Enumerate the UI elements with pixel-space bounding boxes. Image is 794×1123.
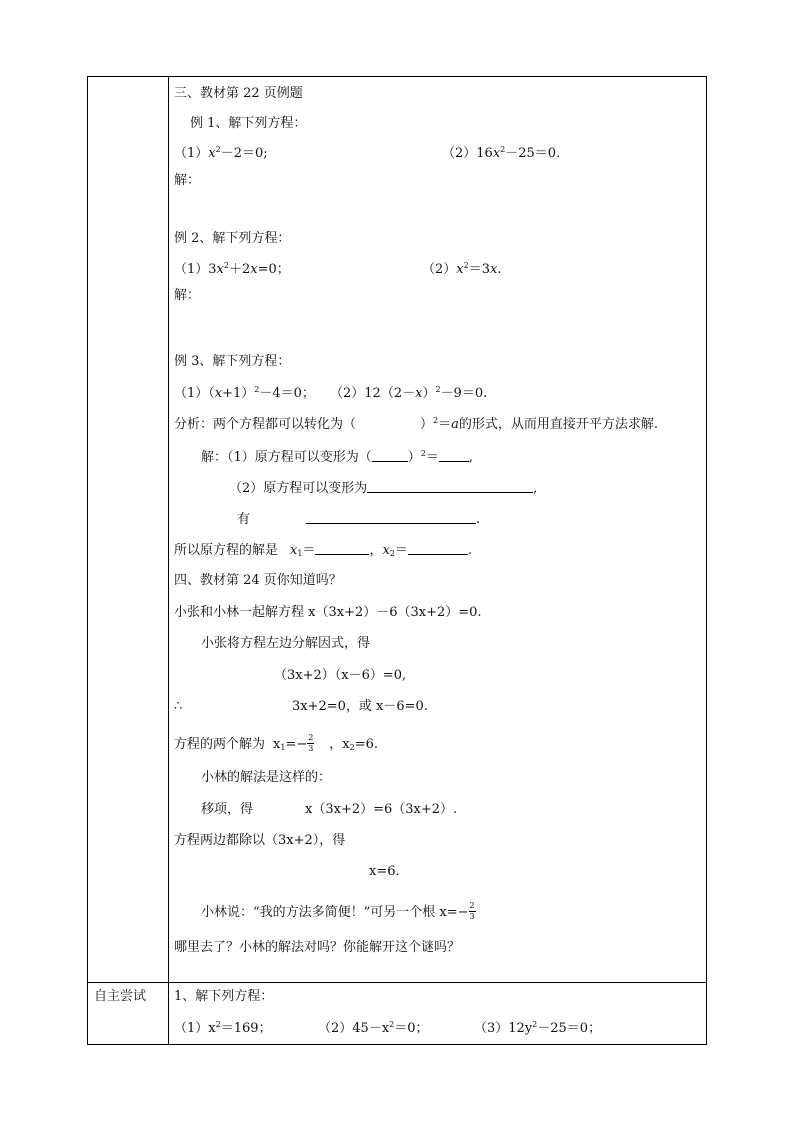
section4-line5: 方程的两个解为 $x_1=-$ $\frac{2}{3}$ ，$x_2=6$. bbox=[174, 733, 378, 753]
example2-problem1: $(1)3x^2+2x=0$； bbox=[174, 261, 290, 277]
answer-blank[interactable] bbox=[439, 449, 469, 462]
example3-problem1: $(1)(x+1)^2-4=0$； bbox=[174, 385, 315, 401]
example3-analysis: 分析：两个方程都可以转化为（ ）$^2$＝a的形式，从而用直接开平方法求解. bbox=[174, 416, 659, 432]
example3-problem2: $(2)12(2-x)^2-9=0$. bbox=[330, 385, 488, 401]
self-try-title: 1、解下列方程： bbox=[174, 989, 274, 1004]
self-try-equation1: $(1)x^2=169$； bbox=[174, 1020, 272, 1036]
section4-line2: 小张将方程左边分解因式，得 bbox=[201, 636, 371, 651]
example2-problem2: $(2)x^2=3x$. bbox=[422, 261, 502, 277]
fraction-two-thirds: $\frac{2}{3}$ bbox=[469, 901, 475, 921]
example3-solution1: 解：（1）原方程可以变形为（ ）$^2$＝ , bbox=[201, 449, 474, 465]
self-try-equation3: $(3)12y^2-25=0$； bbox=[474, 1020, 602, 1036]
example1-solution-label: 解： bbox=[174, 173, 201, 188]
column-divider bbox=[168, 77, 169, 1044]
example1-problem1: $(1)x^2-2=0$; bbox=[174, 145, 268, 161]
example2-title: 例 2、解下列方程： bbox=[174, 231, 291, 246]
example1-problem2: $(2)16x^2-25=0$. bbox=[442, 145, 561, 161]
row-divider bbox=[88, 982, 706, 983]
example3-roots: 所以原方程的解是 $x_1=$ ，$x_2=$ . bbox=[174, 543, 473, 558]
section4-line4: 3x+2=0，或 x－6=0. bbox=[292, 699, 428, 714]
section4-line8: 方程两边都除以（3x+2），得 bbox=[174, 833, 346, 848]
section4-line10: 小林说：“我的方法多简便！”可另一个根 x=− $\frac{2}{3}$ bbox=[201, 901, 475, 921]
self-try-label: 自主尝试 bbox=[94, 989, 147, 1004]
section4-line3: （3x+2）（x－6）=0, bbox=[274, 668, 407, 683]
example3-have-line: 有 . bbox=[237, 512, 481, 527]
section4-line11: 哪里去了？小林的解法对吗？你能解开这个谜吗？ bbox=[174, 940, 461, 955]
section4-line6: 小林的解法是这样的： bbox=[201, 770, 332, 785]
answer-blank[interactable] bbox=[408, 542, 468, 555]
self-try-equation2: $(2)45-x^2=0$； bbox=[318, 1020, 429, 1036]
fraction-two-thirds: $\frac{2}{3}$ bbox=[308, 733, 314, 753]
section4-heading: 四、教材第 24 页你知道吗？ bbox=[174, 573, 342, 588]
answer-blank[interactable] bbox=[315, 542, 369, 555]
therefore-symbol: ∴ bbox=[174, 699, 183, 714]
example3-solution2: （2）原方程可以变形为 , bbox=[229, 481, 538, 496]
answer-blank[interactable] bbox=[372, 449, 408, 462]
example1-title: 例 1、解下列方程： bbox=[190, 116, 307, 131]
example2-solution-label: 解： bbox=[174, 288, 201, 303]
section4-line7: 移项，得 x（3x+2）=6（3x+2）. bbox=[201, 802, 458, 817]
section4-line1: 小张和小林一起解方程 x（3x+2）－6（3x+2）=0. bbox=[174, 605, 482, 620]
section4-line9: x=6. bbox=[369, 864, 400, 879]
example3-title: 例 3、解下列方程： bbox=[174, 354, 291, 369]
worksheet-table bbox=[87, 76, 707, 1045]
answer-blank[interactable] bbox=[367, 480, 533, 493]
section3-heading: 三、教材第 22 页例题 bbox=[174, 86, 303, 101]
answer-blank[interactable] bbox=[306, 511, 476, 524]
